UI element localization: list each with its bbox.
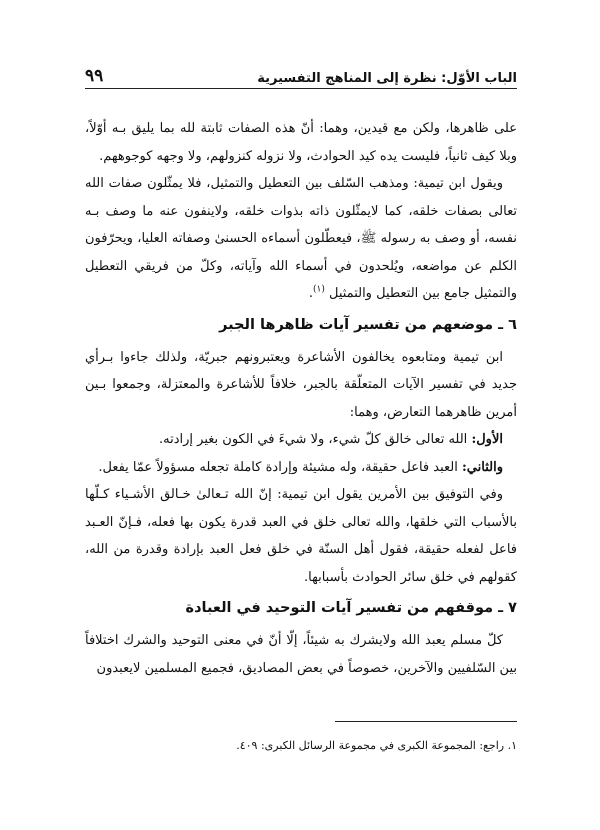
section-6-title: ٦ ـ موضعهم من تفسير آيات ظاهرها الجبر [219, 316, 517, 333]
running-header [85, 60, 517, 86]
main-text [85, 115, 517, 682]
point-second-label: والثاني: [462, 459, 503, 475]
footnote: ١. راجع: المجموعة الكبرى في مجموعة الرسائل الكبرى: ٤٠٩. [236, 739, 517, 752]
point-second-text: العبد فاعل حقيقة، وله مشيئة وإرادة كاملة تجعله مسؤولاً عمّا يفعل. [98, 459, 462, 475]
paragraph-1: على ظاهرها، ولكن مع قيدين، وهما: أنّ هذه الصفات ثابتة لله بما يليق بـه أوّلاً، وبلا كيف ثانياً، فليست يده كيد الحوادث، ولا نزوله كنزولهم، ولا وجهه كوجوههم. [85, 121, 517, 164]
footnote-ref[interactable]: (١) [312, 284, 325, 295]
header-rule [85, 88, 517, 89]
paragraph-7: كلّ مسلم يعبد الله ولايشرك به شيئاً، إلّا أنّ في معنى التوحيد والشرك اختلافاً بين السّلفيين والآخرين، خصوصاً في بعض المصاديق، فجميع المسلمين لايعبدون [85, 633, 517, 676]
section-heading-7 [85, 593, 517, 623]
point-first-text: الله تعالى خالق كلّ شيء، ولا شيءَ في الكون بغير إرادته. [159, 432, 472, 447]
paragraph-2 [85, 170, 517, 308]
paragraph-2-end: . [308, 286, 313, 301]
page-number: ٩٩ [85, 66, 104, 86]
footnote-rule [335, 721, 517, 722]
section-heading-6 [85, 310, 517, 340]
point-second [85, 454, 517, 482]
chapter-title: الباب الأوّل: نظرة إلى المناهج التفسيرية [257, 71, 517, 86]
point-first-label: الأول: [471, 432, 503, 447]
section-7-title: ٧ ـ موقفهم من تفسير آيات التوحيد في العبادة [185, 600, 517, 616]
paragraph-6: وفي التوفيق بين الأمرين يقول ابن تيمية: إنّ الله تـعالىٰ خـالق الأشـياء كـلّها بالأسباب التي خلقها، والله تعالى خلق في العبد قدرة يكون بها فعله، فـإنّ العـبد فاعل لفعله حقيقة، فقول أهل السنّة في خلق فعل العبد بإرادة وقدرة من الله، كقولهم في خلق سائر الحوادث بأسبابها. [85, 487, 517, 585]
paragraph-3: ابن تيمية ومتابعوه يخالفون الأشاعرة ويعتبرونهم جبريّة، ولذلك جاءوا بـرأي جديد في تفسير الآيات المتعلّقة بالجبر، خلافاً للأشاعرة والمعتزلة، وجمعوا بـين أمرين ظاهرهما التعارض، وهما: [85, 349, 517, 420]
point-first [85, 426, 517, 454]
paragraph-2-text: ويقول ابن تيمية: ومذهب السّلف بين التعطيل والتمثيل، فلا يمثّلون صفات الله تعالى بصفات خلقه، كما لايمثّلون ذاته بذوات خلقه، ولاينفون عنه ما وصف بـه نفسه، أو وصف به رسوله ﷺ، فيعطّلون أسماءه الحسنىٰ وصفاته العليا، ويحرّفون الكلم عن مواضعه، ويُلحدون في أسماء الله وآياته، وكلّ من فريقي التعطيل والتمثيل جامع بين التعطيل والتمثيل [85, 176, 517, 301]
